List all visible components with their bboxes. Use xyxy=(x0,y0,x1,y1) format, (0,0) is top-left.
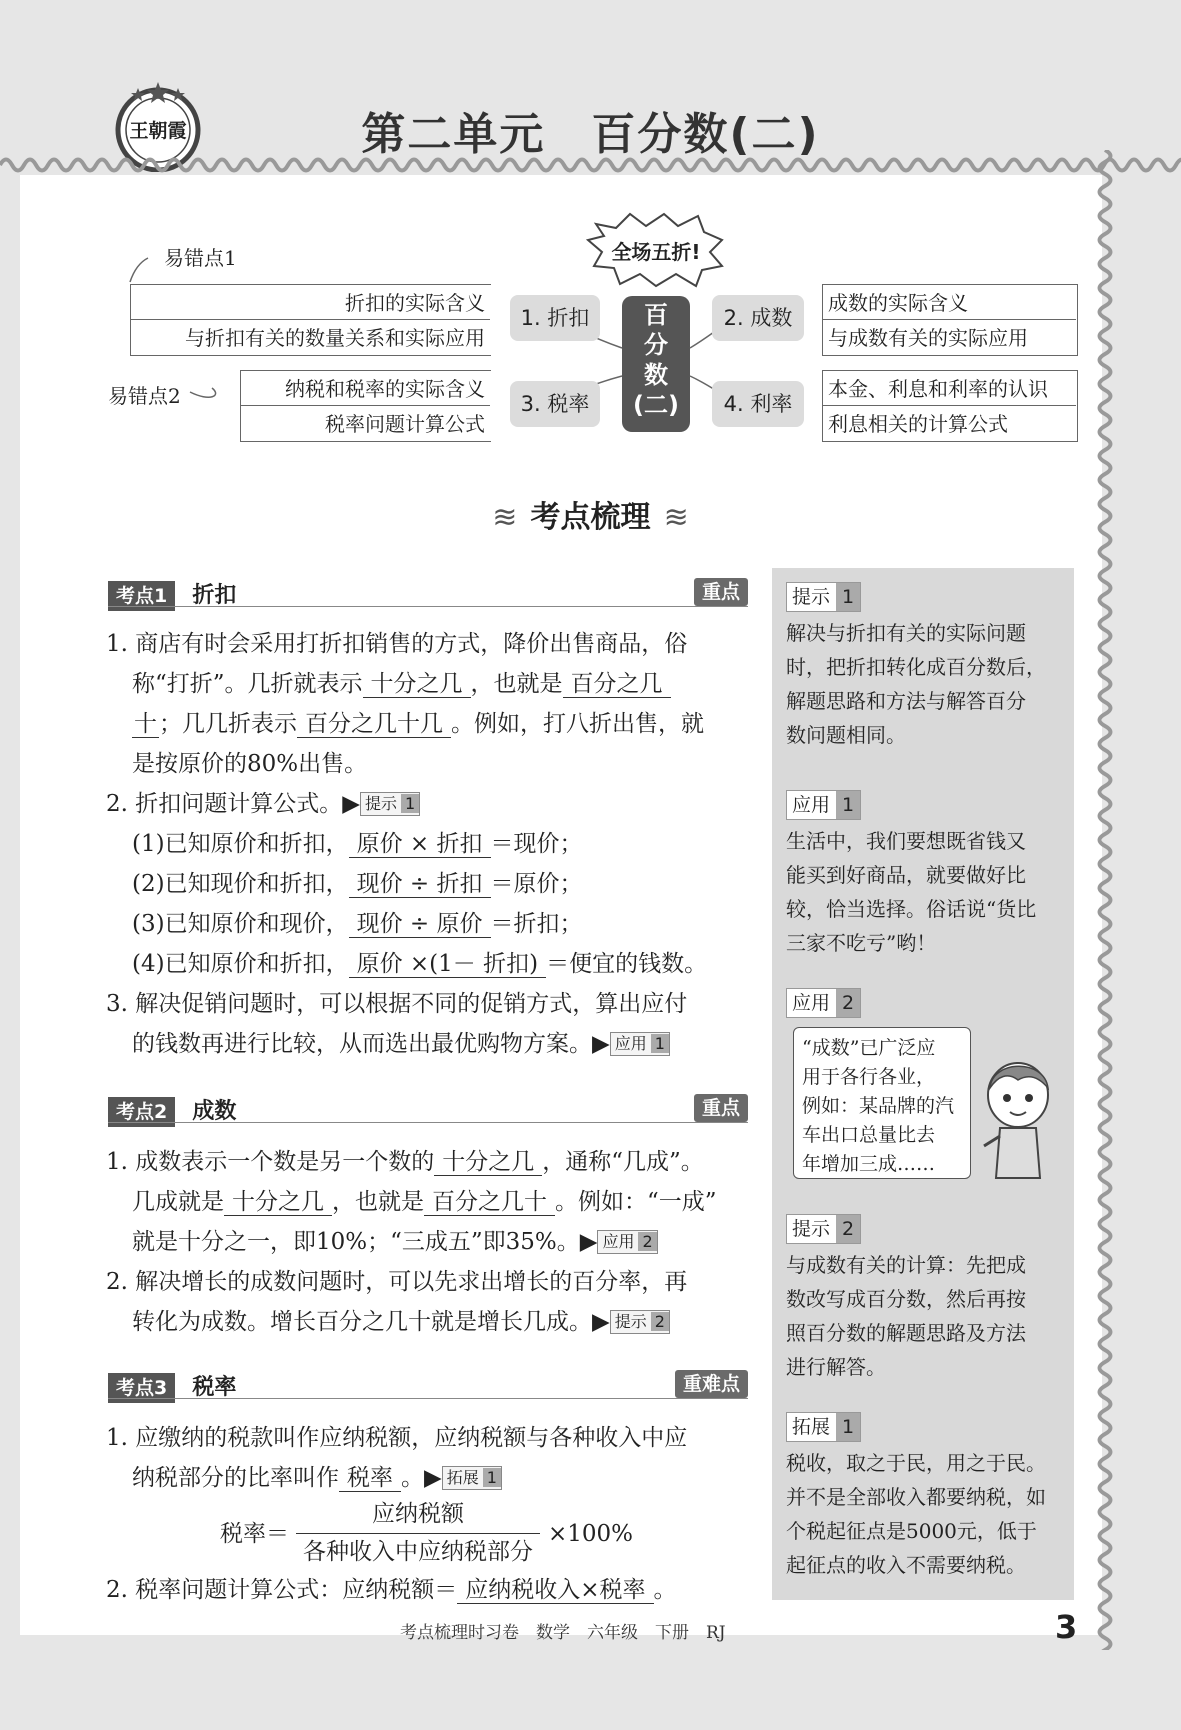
kp1-p1-line4: 是按原价的80%出售。 xyxy=(132,751,368,777)
kp3-underline xyxy=(108,1398,748,1399)
kp3-header xyxy=(108,1370,748,1400)
answer-blank: 十分之几 xyxy=(434,1149,542,1176)
text: (2)已知现价和折扣， xyxy=(132,871,349,897)
side-line: 个税起征点是5000元，低于 xyxy=(786,1519,1037,1543)
side-line: 并不是全部收入都要纳税，如 xyxy=(786,1485,1046,1509)
kp3-p2 xyxy=(106,1570,677,1610)
kp2-underline xyxy=(108,1122,748,1123)
center-char-1: 百 xyxy=(644,301,668,329)
logo-text: 王朝霞 xyxy=(129,120,187,142)
branch-lilv-divider xyxy=(822,405,1076,406)
branch-shuilv-divider xyxy=(240,405,490,406)
wave-left-icon: ≋ xyxy=(492,500,518,535)
formula-numerator: 应纳税额 xyxy=(372,1501,464,1527)
text: ，也就是 xyxy=(332,1189,424,1215)
bubble-line: 用于各行各业， xyxy=(802,1066,936,1088)
side-line: 税收，取之于民，用之于民。 xyxy=(786,1451,1046,1475)
bubble-line: 车出口总量比去 xyxy=(802,1124,936,1146)
kp3-p1-line2 xyxy=(106,1458,687,1498)
formula-rhs: ×100% xyxy=(548,1521,634,1547)
footer-text: 考点梳理时习卷 数学 六年级 下册 RJ xyxy=(400,1623,726,1643)
branch-chengshu-item-2: 与成数有关的实际应用 xyxy=(828,326,1028,350)
kp2-p1-line1 xyxy=(106,1142,717,1182)
answer-blank: 百分之几十几 xyxy=(297,711,451,738)
text: ＝折扣； xyxy=(490,911,583,937)
side-line: 生活中，我们要想既省钱又 xyxy=(786,829,1026,853)
kp3-name: 税率 xyxy=(192,1375,237,1400)
speech-bubble xyxy=(793,1027,971,1179)
side-tip-1 xyxy=(786,582,1046,752)
tag-num: 1 xyxy=(836,583,860,611)
text: 。▶ xyxy=(401,1465,442,1491)
ref-tip-2[interactable] xyxy=(610,1310,670,1334)
text: 。例如，打八折出售，就 xyxy=(451,711,704,737)
text: ＝便宜的钱数。 xyxy=(546,951,708,977)
text: 几成就是 xyxy=(132,1189,224,1215)
kp1-p2-line2 xyxy=(106,864,707,904)
bubble-line: 例如：某品牌的汽 xyxy=(802,1095,955,1117)
text: 的钱数再进行比较，从而选出最优购物方案。▶ xyxy=(132,1031,610,1057)
tax-formula xyxy=(220,1502,640,1566)
tag-label: 提示 xyxy=(792,1218,831,1240)
kp1-underline xyxy=(108,606,748,607)
kp3-body xyxy=(106,1418,687,1498)
tag-num: 1 xyxy=(836,791,860,819)
kp1-tag: 考点1 xyxy=(108,581,175,611)
ref-label: 应用 xyxy=(602,1232,635,1251)
node-chengshu: 2. 成数 xyxy=(712,295,804,341)
side-line: 解决与折扣有关的实际问题 xyxy=(786,621,1026,645)
text: ，也就是 xyxy=(470,671,563,697)
text: 2. 折扣问题计算公式。▶ xyxy=(106,791,360,817)
text: 称“打折”。几折就表示 xyxy=(132,671,363,697)
text: (1)已知原价和折扣， xyxy=(132,831,349,857)
side-tag xyxy=(786,1214,861,1244)
ref-num: 1 xyxy=(483,1468,501,1487)
tag-num: 2 xyxy=(836,1215,860,1243)
side-line: 与成数有关的计算：先把成 xyxy=(786,1253,1026,1277)
tag-num: 2 xyxy=(836,989,860,1017)
formula-denominator: 各种收入中应纳税部分 xyxy=(303,1539,533,1565)
text: 转化为成数。增长百分之几十就是增长几成。▶ xyxy=(132,1309,610,1335)
tag-num: 1 xyxy=(836,1413,860,1441)
center-char-3: 数 xyxy=(644,361,668,389)
ref-ext-1[interactable] xyxy=(442,1466,502,1490)
page-title: 第二单元 百分数(二) xyxy=(361,109,820,160)
text: ；几几折表示 xyxy=(159,711,297,737)
kp1-p1-line3 xyxy=(106,704,707,744)
node-zhekou: 1. 折扣 xyxy=(510,295,600,341)
wave-border-right xyxy=(1090,150,1120,1650)
text: 。例如：“一成” xyxy=(555,1189,717,1215)
ref-app-1[interactable] xyxy=(610,1032,670,1056)
side-line: 数问题相同。 xyxy=(786,723,906,747)
kp2-badge: 重点 xyxy=(694,1094,748,1122)
formula-lhs: 税率＝ xyxy=(220,1521,289,1547)
kp2-body xyxy=(106,1142,717,1342)
answer-blank: 十 xyxy=(134,711,157,737)
branch-zhekou-item-1: 折扣的实际含义 xyxy=(345,291,485,315)
side-app-2 xyxy=(786,988,861,1018)
branch-shuilv-item-2: 税率问题计算公式 xyxy=(325,412,485,436)
answer-blank: 原价 ×(1－ 折扣) xyxy=(349,951,546,978)
kp1-p1-line2 xyxy=(106,664,707,704)
branch-lilv-item-2: 利息相关的计算公式 xyxy=(828,412,1008,436)
kp1-name: 折扣 xyxy=(192,583,237,608)
starburst-text: 全场五折! xyxy=(611,240,701,264)
ref-num: 2 xyxy=(651,1312,669,1331)
ref-num: 2 xyxy=(638,1232,656,1251)
side-app-1 xyxy=(786,790,1036,960)
node-lilv: 4. 利率 xyxy=(712,381,804,427)
text: 1. 成数表示一个数是另一个数的 xyxy=(106,1149,435,1175)
side-line: 数改写成百分数，然后再按 xyxy=(786,1287,1026,1311)
ref-label: 拓展 xyxy=(446,1468,479,1487)
branch-zhekou-item-2: 与折扣有关的数量关系和实际应用 xyxy=(185,326,485,350)
note-yicuo-1: 易错点1 xyxy=(164,246,237,270)
answer-blank: 应纳税收入×税率 xyxy=(457,1577,653,1604)
node-shuilv: 3. 税率 xyxy=(510,381,600,427)
branch-chengshu-divider xyxy=(822,319,1076,320)
side-line: 能买到好商品，就要做好比 xyxy=(786,863,1026,887)
kp1-header xyxy=(108,578,748,608)
kp3-tag: 考点3 xyxy=(108,1373,175,1403)
ref-label: 提示 xyxy=(614,1312,647,1331)
section-title: 考点梳理 xyxy=(530,500,651,535)
kp2-p1-line3 xyxy=(106,1222,717,1262)
kp1-p2-head xyxy=(106,784,707,824)
answer-blank: 现价 ÷ 折扣 xyxy=(349,871,491,898)
wave-border-top xyxy=(0,150,1181,180)
kp2-p2-line1: 2. 解决增长的成数问题时，可以先求出增长的百分率，再 xyxy=(106,1269,688,1295)
ref-label: 提示 xyxy=(364,794,397,813)
kp3-p1-line1: 1. 应缴纳的税款叫作应纳税额，应纳税额与各种收入中应 xyxy=(106,1425,688,1451)
center-char-2: 分 xyxy=(644,331,668,359)
answer-blank: 税率 xyxy=(339,1465,401,1492)
side-tag xyxy=(786,988,861,1018)
side-line: 照百分数的解题思路及方法 xyxy=(786,1321,1026,1345)
center-char-4: (二) xyxy=(633,391,679,419)
side-line: 进行解答。 xyxy=(786,1355,886,1379)
side-line: 较，恰当选择。俗话说“货比 xyxy=(786,897,1037,921)
kp2-p2-line2 xyxy=(106,1302,717,1342)
tag-label: 提示 xyxy=(792,586,831,608)
answer-blank: 百分之几 xyxy=(563,671,671,698)
ref-label: 应用 xyxy=(614,1034,647,1053)
page-number: 3 xyxy=(1055,1608,1078,1646)
side-tag xyxy=(786,1412,861,1442)
kp1-p3-line1: 3. 解决促销问题时，可以根据不同的促销方式，算出应付 xyxy=(106,991,688,1017)
text: 纳税部分的比率叫作 xyxy=(132,1465,339,1491)
side-tip-2 xyxy=(786,1214,1026,1384)
kp1-p3-line2 xyxy=(106,1024,707,1064)
answer-blank: 现价 ÷ 原价 xyxy=(349,911,491,938)
kp1-p2-line3 xyxy=(106,904,707,944)
kp2-tag: 考点2 xyxy=(108,1097,175,1127)
bubble-line: “成数”已广泛应 xyxy=(802,1037,936,1059)
bubble-line: 年增加三成…… xyxy=(802,1153,936,1175)
text: 。 xyxy=(653,1577,677,1603)
ref-num: 1 xyxy=(401,794,419,813)
text: ，通称“几成”。 xyxy=(542,1149,704,1175)
side-line: 解题思路和方法与解答百分 xyxy=(786,689,1026,713)
answer-blank: 百分之几十 xyxy=(424,1189,555,1216)
side-tag xyxy=(786,582,861,612)
kp1-badge: 重点 xyxy=(694,578,748,606)
branch-chengshu-item-1: 成数的实际含义 xyxy=(828,291,968,315)
wave-right-icon: ≋ xyxy=(663,500,689,535)
answer-blank: 十分之几 xyxy=(224,1189,332,1216)
tag-label: 拓展 xyxy=(792,1416,831,1438)
section-title-wrap xyxy=(0,492,1181,536)
branch-shuilv-item-1: 纳税和税率的实际含义 xyxy=(285,377,485,401)
text: (3)已知原价和现价， xyxy=(132,911,349,937)
kp1-p1-line1: 1. 商店有时会采用打折扣销售的方式，降价出售商品，俗 xyxy=(106,631,688,657)
kp1-p2-line4 xyxy=(106,944,707,984)
branch-lilv-item-1: 本金、利息和利率的认识 xyxy=(828,377,1048,401)
side-line: 时，把折扣转化成百分数后， xyxy=(786,655,1046,679)
side-line: 起征点的收入不需要纳税。 xyxy=(786,1553,1026,1577)
kp1-p2-line1 xyxy=(106,824,707,864)
kp2-name: 成数 xyxy=(192,1099,237,1124)
answer-blank: 十分之几 xyxy=(363,671,471,698)
kp3-badge: 重难点 xyxy=(675,1370,748,1398)
side-line: 三家不吃亏”哟！ xyxy=(786,931,937,955)
text: ＝现价； xyxy=(490,831,583,857)
text: ＝原价； xyxy=(490,871,583,897)
kp1-body xyxy=(106,624,707,1064)
answer-blank: 原价 × 折扣 xyxy=(349,831,491,858)
side-ext-1 xyxy=(786,1412,1046,1582)
tag-label: 应用 xyxy=(792,992,831,1014)
side-tag xyxy=(786,790,861,820)
kp2-header xyxy=(108,1094,748,1124)
tag-label: 应用 xyxy=(792,794,831,816)
ref-app-2[interactable] xyxy=(597,1230,657,1254)
kp2-p1-line2 xyxy=(106,1182,717,1222)
ref-tip-1[interactable] xyxy=(360,792,420,816)
text: 2. 税率问题计算公式：应纳税额＝ xyxy=(106,1577,458,1603)
note-yicuo-2: 易错点2 xyxy=(108,384,181,408)
text: 就是十分之一，即10%；“三成五”即35%。▶ xyxy=(132,1229,598,1255)
branch-zhekou-divider xyxy=(130,319,490,320)
text: (4)已知原价和折扣， xyxy=(132,951,349,977)
ref-num: 1 xyxy=(651,1034,669,1053)
cartoon-boy-icon xyxy=(978,1050,1058,1180)
